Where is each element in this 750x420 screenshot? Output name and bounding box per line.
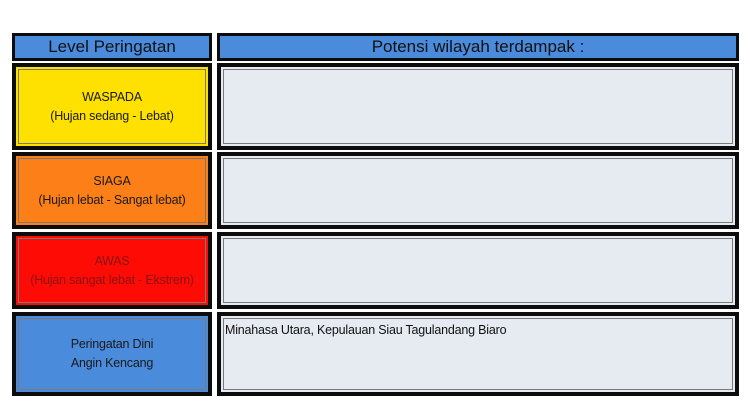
level-description: (Hujan sedang - Lebat)	[50, 108, 174, 123]
area-column-header	[217, 33, 739, 61]
level-cell-siaga	[12, 152, 212, 229]
level-name: SIAGA	[93, 173, 131, 188]
level-cell-waspada	[12, 63, 212, 150]
area-text: Minahasa Utara, Kepulauan Siau Tagulandang Biaro	[225, 323, 507, 337]
area-column-header-label: Potensi wilayah terdampak :	[371, 37, 585, 56]
level-name: WASPADA	[82, 89, 142, 104]
level-name: AWAS	[94, 253, 130, 268]
level-description: Angin Kencang	[70, 356, 154, 370]
level-description: (Hujan sangat lebat - Ekstrem)	[30, 272, 194, 287]
area-cell-angin-kencang	[217, 312, 739, 396]
level-cell-awas	[12, 232, 212, 309]
level-name: Peringatan Dini	[70, 337, 154, 351]
level-cell-angin-kencang	[12, 312, 212, 396]
level-column-header-label: Level Peringatan	[48, 37, 176, 56]
area-cell-awas	[217, 232, 739, 309]
area-cell-siaga	[217, 152, 739, 229]
level-column-header	[12, 33, 212, 61]
level-description: (Hujan lebat - Sangat lebat)	[38, 192, 186, 207]
area-cell-waspada	[217, 63, 739, 150]
